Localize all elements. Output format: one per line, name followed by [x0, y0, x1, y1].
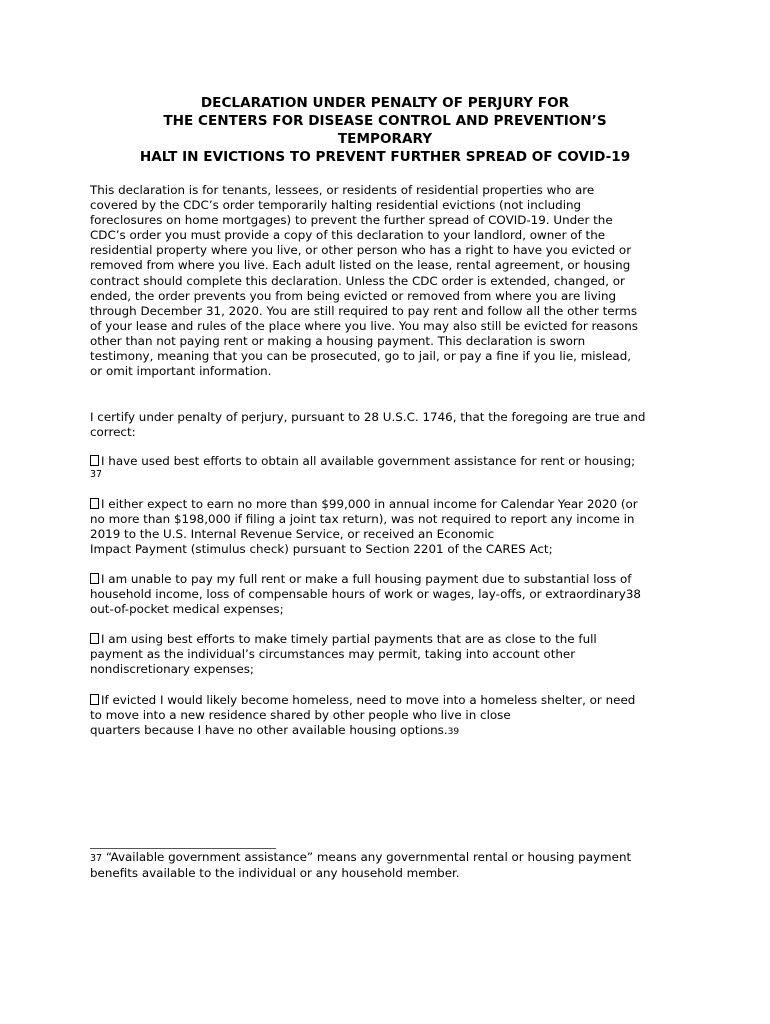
certification-statement — [90, 410, 690, 440]
declaration-item-homeless — [90, 693, 690, 740]
intro-line: of your lease and rules of the place where you live. You may also still be evicted for reasons — [90, 318, 638, 333]
intro-line: removed from where you live. Each adult listed on the lease, rental agreement, or housing — [90, 258, 631, 273]
declaration-item-assistance — [90, 454, 690, 481]
title-line-1: DECLARATION UNDER PENALTY OF PERJURY FOR — [200, 95, 570, 111]
item-text: Impact Payment (stimulus check) pursuant to Section 2201 of the CARES Act; — [90, 542, 553, 557]
item-text: If evicted I would likely become homeless, need to move into a homeless shelter, or need — [101, 693, 636, 707]
footnote-text: “Available government assistance” means any governmental rental or housing payment — [105, 850, 632, 864]
intro-line: ended, the order prevents you from being evicted or removed from where you are living — [90, 288, 617, 303]
item-text: I am using best efforts to make timely partial payments that are as close to the full — [101, 632, 597, 646]
item-text: quarters because I have no other available housing options. — [90, 723, 448, 738]
item-text: household income, loss of compensable hours of work or wages, lay-offs, or extraordinary38 — [90, 587, 641, 602]
footnote-reference: 39 — [447, 727, 460, 738]
footnote-reference: 37 — [90, 469, 103, 481]
checkbox-assistance[interactable] — [90, 455, 99, 466]
title-line-3: TEMPORARY — [337, 131, 433, 147]
intro-line: This declaration is for tenants, lessees, or residents of residential properties who are — [90, 183, 595, 197]
footnote-text: benefits available to the individual or any household member. — [90, 866, 460, 881]
item-text: payment as the individual’s circumstances may permit, taking into account other — [90, 647, 576, 662]
checkbox-partial-payments[interactable] — [90, 633, 99, 644]
document-title — [90, 94, 680, 166]
intro-line: through December 31, 2020. You are still required to pay rent and follow all the other terms — [90, 303, 638, 318]
declaration-item-unable-to-pay — [90, 572, 690, 617]
item-text: I either expect to earn no more than $99,000 in annual income for Calendar Year 2020 (or — [101, 497, 638, 511]
intro-line: residential property where you live, or other person who has a right to have you evicted or — [90, 243, 632, 258]
intro-line: CDC’s order you must provide a copy of this declaration to your landlord, owner of the — [90, 228, 606, 243]
intro-line: contract should complete this declaration. Unless the CDC order is extended, changed, or — [90, 273, 625, 288]
item-text: nondiscretionary expenses; — [90, 662, 254, 677]
item-text: I have used best efforts to obtain all available government assistance for rent or housing; — [101, 454, 636, 468]
declaration-item-income — [90, 497, 690, 557]
title-line-4: HALT IN EVICTIONS TO PREVENT FURTHER SPREAD OF COVID-19 — [139, 149, 631, 165]
item-text: 2019 to the U.S. Internal Revenue Service, or received an Economic — [90, 527, 495, 542]
certify-line: I certify under penalty of perjury, pursuant to 28 U.S.C. 1746, that the foregoing are true and — [90, 410, 646, 424]
intro-line: foreclosures on home mortgages) to prevent the further spread of COVID-19. Under the — [90, 213, 613, 228]
intro-line: covered by the CDC’s order temporarily halting residential evictions (not including — [90, 198, 582, 213]
title-line-2: THE CENTERS FOR DISEASE CONTROL AND PREVENTION’S — [163, 113, 607, 129]
intro-line: other than not paying rent or making a housing payment. This declaration is sworn — [90, 333, 586, 348]
item-text: I am unable to pay my full rent or make a full housing payment due to substantial loss of — [101, 572, 632, 586]
checkbox-income[interactable] — [90, 498, 99, 509]
intro-line: testimony, meaning that you can be prosecuted, go to jail, or pay a fine if you lie, mislead, — [90, 349, 632, 364]
checkbox-homeless[interactable] — [90, 694, 99, 705]
intro-line: or omit important information. — [90, 364, 272, 379]
item-text: no more than $198,000 if filing a joint tax return), was not required to report any income in — [90, 512, 635, 527]
declaration-item-partial-payments — [90, 632, 690, 677]
item-text: out-of-pocket medical expenses; — [90, 602, 284, 617]
intro-paragraph — [90, 183, 690, 379]
footnote-number: 37 — [90, 853, 103, 864]
footnote-37 — [90, 850, 690, 881]
footnote-divider — [90, 848, 276, 849]
certify-line: correct: — [90, 425, 136, 440]
checkbox-unable-to-pay[interactable] — [90, 573, 99, 584]
item-text: to move into a new residence shared by other people who live in close — [90, 708, 511, 723]
